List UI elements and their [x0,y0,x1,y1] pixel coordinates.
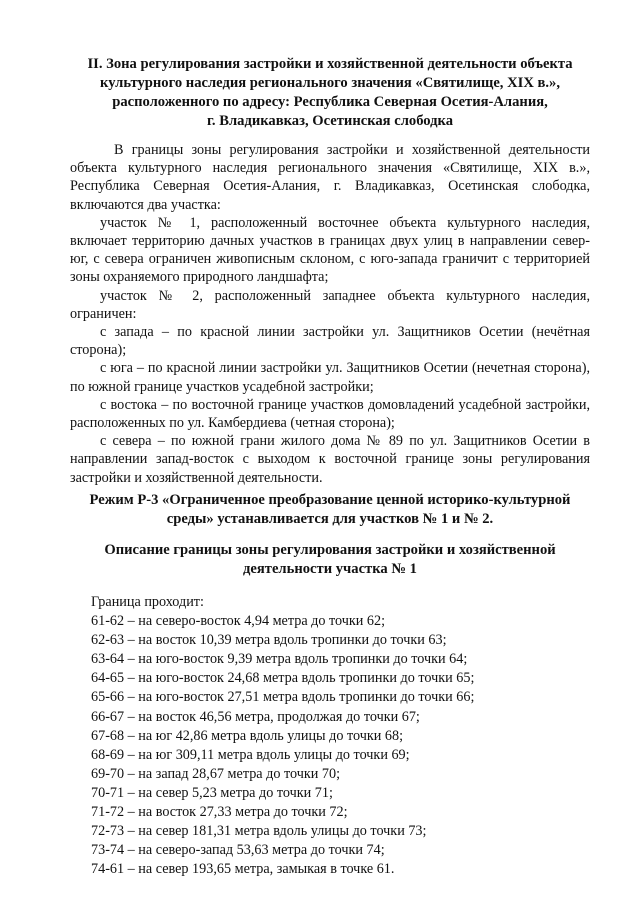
paragraph-south-boundary: с юга – по красной линии застройки ул. Защитников Осетии (нечетная сторона), по южной границе участков усадебной застройки; [70,360,590,395]
boundary-segment: 74-61 – на север 193,65 метра, замыкая в точке 61. [91,861,395,878]
boundary-segment: 61-62 – на северо-восток 4,94 метра до точки 62; [91,613,386,630]
boundary-segment: 73-74 – на северо-запад 53,63 метра до точки 74; [91,842,385,859]
paragraph-west-boundary: с запада – по красной линии застройки ул. Защитников Осетии (нечётная сторона); [70,324,590,359]
section-title-line: расположенного по адресу: Республика Северная Осетия-Алания, [112,94,548,110]
boundary-segment: 68-69 – на юг 309,11 метра вдоль улицы до точки 69; [91,746,410,763]
boundary-segment: 65-66 – на юго-восток 27,51 метра вдоль тропинки до точки 66; [91,689,475,706]
section-body [70,141,590,487]
boundary-segment: 62-63 – на восток 10,39 метра вдоль тропинки до точки 63; [91,632,447,649]
boundary-segment: 71-72 – на восток 27,33 метра до точки 72; [91,804,348,821]
boundary-intro: Граница проходит: [91,594,204,610]
paragraph-plot-1: участок № 1, расположенный восточнее объекта культурного наследия, включает территорию дачных участков в границах двух улиц в направлении север-юг, с севера ограничен живописным склоном, с юго-запада граничит с территорией зоны охраняемого природного ландшафта; [70,214,590,286]
section-title [72,55,588,131]
paragraph-plot-2: участок № 2, расположенный западнее объекта культурного наследия, ограничен: [70,287,590,322]
boundary-title [72,541,588,579]
boundary-list [91,593,531,879]
section-title-line: II. Зона регулирования застройки и хозяйственной деятельности объекта [87,56,573,72]
regime-title-line: Режим Р-3 «Ограниченное преобразование ценной историко-культурной [89,492,571,508]
boundary-segment: 63-64 – на юго-восток 9,39 метра вдоль тропинки до точки 64; [91,651,468,668]
boundary-segment: 72-73 – на север 181,31 метра вдоль улицы до точки 73; [91,823,427,840]
paragraph-east-boundary: с востока – по восточной границе участков домовладений усадебной застройки, расположенных по ул. Камбердиева (четная сторона); [70,396,590,432]
regime-title-line: среды» устанавливается для участков № 1 и № 2. [166,511,494,527]
section-title-line: г. Владикавказ, Осетинская слободка [206,113,454,129]
boundary-segment: 66-67 – на восток 46,56 метра, продолжая до точки 67; [91,708,420,725]
boundary-segment: 64-65 – на юго-восток 24,68 метра вдоль тропинки до точки 65; [91,670,475,687]
paragraph-north-boundary: с севера – по южной грани жилого дома № 89 по ул. Защитников Осетии в направлении запад-восток с выходом к восточной границе зоны регулирования застройки и хозяйственной деятельности. [70,433,590,486]
section-title-line: культурного наследия регионального значения «Святилище, XIX в.», [100,75,560,91]
paragraph-intro: В границы зоны регулирования застройки и хозяйственной деятельности объекта культурного наследия регионального значения «Святилище, XIX в.», Республика Северная Осетия-Алания, г. Владикавказ, Осетинская слободка, включаются два участка: [70,142,590,213]
boundary-segment: 67-68 – на юг 42,86 метра вдоль улицы до точки 68; [91,727,404,744]
regime-title [70,491,590,529]
boundary-title-line: Описание границы зоны регулирования застройки и хозяйственной [104,542,556,558]
boundary-segment: 70-71 – на север 5,23 метра до точки 71; [91,784,333,801]
boundary-title-line: деятельности участка № 1 [243,561,417,577]
boundary-segment: 69-70 – на запад 28,67 метра до точки 70; [91,765,341,782]
